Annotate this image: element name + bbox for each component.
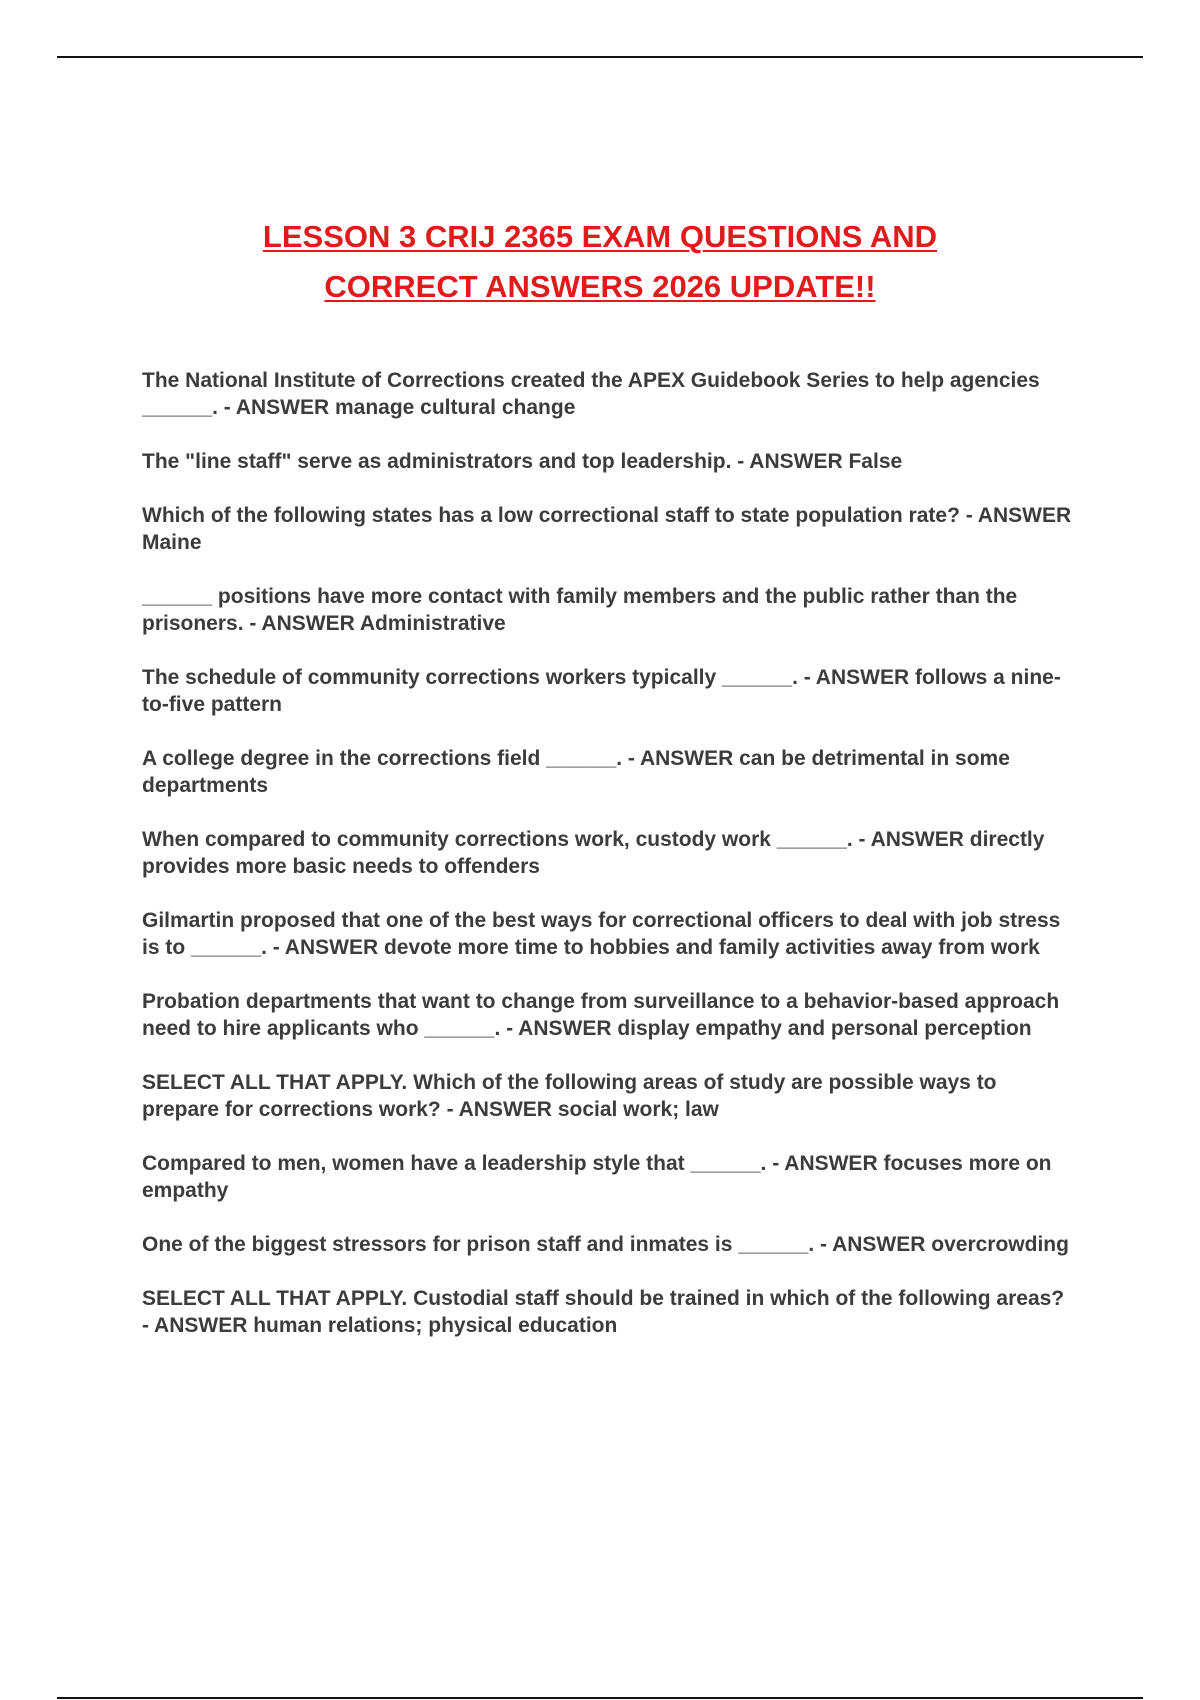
qa-item: [142, 583, 1072, 637]
answer-text: manage cultural change: [334, 396, 576, 419]
question-text: The schedule of community corrections workers typically ______. - ANSWER: [142, 666, 910, 689]
answer-text: focuses more on empathy: [142, 1152, 1052, 1202]
answer-text: can be detrimental in some departments: [142, 747, 1010, 797]
answer-text: human relations; physical education: [253, 1314, 618, 1337]
question-text: The National Institute of Corrections created the APEX Guidebook Series to help agencies ______. - ANSWER: [142, 369, 1040, 419]
answer-text: Maine: [142, 531, 202, 554]
qa-item: [142, 1150, 1072, 1204]
qa-item: [142, 826, 1072, 880]
question-text: One of the biggest stressors for prison staff and inmates is ______. - ANSWER: [142, 1233, 926, 1256]
answer-text: overcrowding: [931, 1233, 1069, 1256]
qa-item: [142, 502, 1072, 556]
qa-item: [142, 1231, 1072, 1258]
qa-item: [142, 745, 1072, 799]
title-line-1: LESSON 3 CRIJ 2365 EXAM QUESTIONS AND: [262, 219, 938, 254]
question-text: Probation departments that want to change from surveillance to a behavior-based approach need to hire applicants who ______. - ANSWER: [142, 990, 1060, 1040]
qa-item: [142, 1069, 1072, 1123]
answer-text: follows a nine-to-five pattern: [142, 666, 1061, 716]
answer-text: display empathy and personal perception: [617, 1017, 1032, 1040]
top-rule: [57, 56, 1143, 58]
question-text: SELECT ALL THAT APPLY. Custodial staff should be trained in which of the following areas? - ANSWER: [142, 1287, 1065, 1337]
qa-item: [142, 367, 1072, 421]
bottom-rule: [57, 1697, 1143, 1699]
question-text: ______ positions have more contact with family members and the public rather than the prisoners. - ANSWER: [142, 585, 1018, 635]
question-text: A college degree in the corrections field ______. - ANSWER: [142, 747, 734, 770]
answer-text: Administrative: [359, 612, 506, 635]
question-text: SELECT ALL THAT APPLY. Which of the following areas of study are possible ways to prepare for corrections work? - ANSWER: [142, 1071, 997, 1121]
answer-text: False: [848, 450, 903, 473]
answer-text: social work; law: [557, 1098, 719, 1121]
question-text: Which of the following states has a low correctional staff to state population rate? - ANSWER: [142, 504, 1072, 527]
qa-item: [142, 907, 1072, 961]
qa-item: [142, 1285, 1072, 1339]
qa-list: [142, 367, 1072, 1366]
qa-item: [142, 448, 1072, 475]
document-title: [100, 212, 1100, 312]
answer-text: directly provides more basic needs to offenders: [142, 828, 1045, 878]
question-text: The "line staff" serve as administrators and top leadership. - ANSWER: [142, 450, 843, 473]
question-text: Gilmartin proposed that one of the best ways for correctional officers to deal with job stress is to ______. - ANSWER: [142, 909, 1061, 959]
qa-item: [142, 988, 1072, 1042]
question-text: When compared to community corrections work, custody work ______. - ANSWER: [142, 828, 964, 851]
title-line-2: CORRECT ANSWERS 2026 UPDATE!!: [324, 269, 876, 304]
answer-text: devote more time to hobbies and family activities away from work: [383, 936, 1040, 959]
question-text: Compared to men, women have a leadership style that ______. - ANSWER: [142, 1152, 878, 1175]
qa-item: [142, 664, 1072, 718]
